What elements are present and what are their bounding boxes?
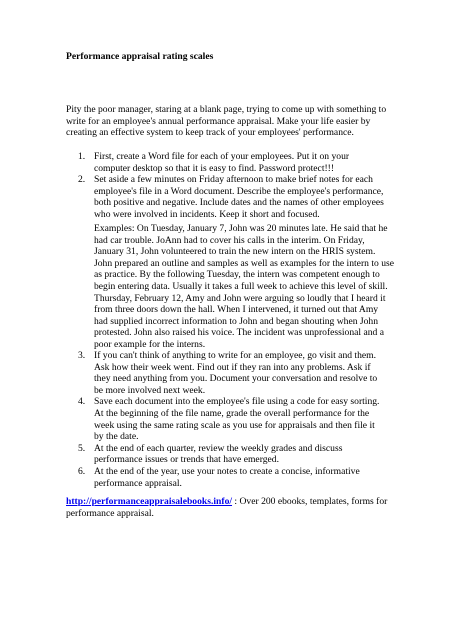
intro-paragraph: Pity the poor manager, staring at a blank page, trying to come up with something to write for an employee's annual performance appraisal. Make your life easier by creating an effective system to keep track of your employees' performance. (66, 104, 387, 139)
list-item (66, 174, 386, 220)
list-item (66, 466, 386, 489)
list-item (66, 396, 386, 442)
steps-list-part2 (66, 350, 386, 489)
list-item-text: If you can't think of anything to write for an employee, go visit and them. Ask how their week went. Find out if they ran into any problems. Ask if they need anything from you. Document your conversation and resolve to be more involved next week. (94, 350, 378, 396)
list-item-text: Set aside a few minutes on Friday afternoon to make brief notes for each employee's file in a Word document. Describe the employee's performance, both positive and negative. Include dates and the names of other employees who were involved in incidents. Keep it short and focused. (94, 174, 384, 220)
footer-paragraph (66, 496, 396, 519)
list-item (66, 350, 386, 396)
list-item (66, 151, 386, 174)
list-item-number: 3. (78, 350, 86, 361)
footer-text: : Over 200 ebooks, templates, forms for performance appraisal. (66, 496, 388, 519)
examples-paragraph: Examples: On Tuesday, January 7, John was 20 minutes late. He said that he had car trouble. JoAnn had to cover his calls in the interim. On Friday, January 31, John volunteered to train the new intern on the HRIS system. John prepared an outline and samples as well as examples for the intern to use as practice. By the following Tuesday, the intern was competent enough to begin entering data. Usually it takes a full week to achieve this level of skill. Thursday, February 12, Amy and John were arguing so loudly that I heard it from three doors down the hall. When I intervened, it turned out that Amy had supplied incorrect information to John and began shouting when John protested. John also raised his voice. The incident was unprofessional and a poor example for the interns. (94, 223, 394, 350)
list-item-number: 6. (78, 465, 86, 477)
list-item-text: At the end of the year, use your notes to create a concise, informative performance appraisal. (94, 465, 360, 489)
list-item-number: 2. (78, 174, 86, 186)
list-item (66, 443, 386, 466)
list-item-text: Save each document into the employee's file using a code for easy sorting. At the beginning of the file name, grade the overall performance for the week using the same rating scale as you use for appraisals and then file it by the date. (94, 396, 380, 443)
list-item-number: 5. (78, 442, 86, 454)
list-item-text: At the end of each quarter, review the weekly grades and discuss performance issues or trends that have emerged. (94, 442, 343, 466)
steps-list-part1 (66, 151, 386, 221)
page-title: Performance appraisal rating scales (66, 51, 214, 62)
list-item-text: First, create a Word file for each of your employees. Put it on your computer desktop so that it is easy to find. Password protect!!! (94, 151, 350, 174)
list-item-number: 1. (78, 151, 86, 162)
list-item-number: 4. (78, 396, 86, 408)
ebooks-link[interactable]: http://performanceappraisalebooks.info/ (66, 496, 233, 507)
